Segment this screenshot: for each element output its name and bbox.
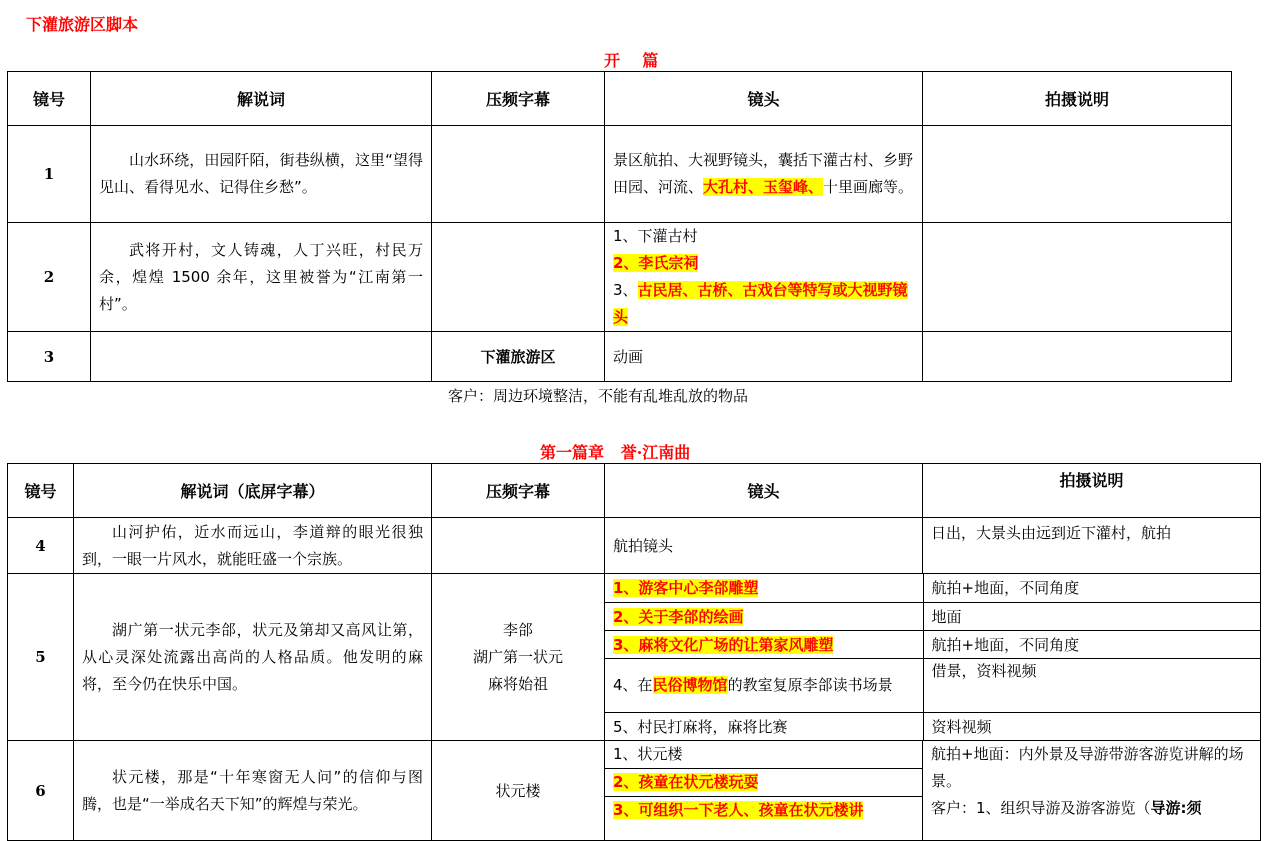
header-notes: 拍摄说明 <box>923 464 1261 518</box>
shot-highlight: 2、关于李郃的绘画 <box>613 607 744 626</box>
shot-text: 景区航拍、大视野镜头，囊括下灌古村、乡野田园、河流、 <box>613 151 914 196</box>
header-shot-number: 镜号 <box>8 72 91 126</box>
shot-list <box>605 741 923 841</box>
shot-number: 1 <box>8 126 91 223</box>
shot-text: 的教室复原李郃读书场景 <box>727 675 893 694</box>
notes-cell: 航拍+地面，不同角度 <box>923 574 1261 602</box>
opening-table <box>7 71 1232 382</box>
narration-cell: 山河护佑，近水而远山，李道辩的眼光很独到，一眼一片风水，就能旺盛一个宗族。 <box>74 518 432 574</box>
notes-cell <box>923 332 1232 382</box>
subtitle-cell <box>432 126 605 223</box>
shot-highlight: 3、可组织一下老人、孩童在状元楼讲 <box>613 801 864 819</box>
notes-cell <box>923 223 1232 332</box>
chapter1-table <box>7 463 1261 841</box>
notes-line: 航拍+地面：内外景及导游带游客游览讲解的场景。 <box>931 745 1244 790</box>
shot-highlight: 民俗博物馆 <box>652 675 728 694</box>
table-row <box>8 332 1232 382</box>
shot-highlight: 3、麻将文化广场的让第家风雕塑 <box>613 635 834 654</box>
notes-cell: 借景，资料视频 <box>923 658 1261 712</box>
table-row <box>8 741 1261 841</box>
shot-highlight: 古民居、古桥、古戏台等特写或大视野镜头 <box>613 281 908 326</box>
shot-text: 十里画廊等。 <box>823 178 914 196</box>
opening-footnote: 客户：周边环境整洁，不能有乱堆乱放的物品 <box>448 387 749 405</box>
shot-cell <box>605 223 923 332</box>
narration-cell: 状元楼，那是“十年寒窗无人问”的信仰与图腾，也是“一举成名天下知”的辉煌与荣光。 <box>74 741 432 841</box>
narration-cell: 山水环绕，田园阡陌，街巷纵横，这里“望得见山、看得见水、记得住乡愁”。 <box>91 126 432 223</box>
shot-number: 5 <box>8 574 74 741</box>
notes-cell <box>923 741 1261 841</box>
table-row <box>8 574 1261 741</box>
table-row <box>8 223 1232 332</box>
shot-cell <box>605 126 923 223</box>
narration-cell <box>91 332 432 382</box>
subtitle-line: 湖广第一状元 <box>472 647 563 666</box>
header-shot: 镜头 <box>605 72 923 126</box>
header-shot-number: 镜号 <box>8 464 74 518</box>
subtitle-cell <box>432 223 605 332</box>
document-title: 下灌旅游区脚本 <box>26 15 139 34</box>
shot-number: 6 <box>8 741 74 841</box>
shot-highlight: 大孔村、玉玺峰、 <box>703 178 824 196</box>
shot-number: 4 <box>8 518 74 574</box>
notes-cell: 航拍+地面，不同角度 <box>923 630 1261 658</box>
header-notes: 拍摄说明 <box>923 72 1232 126</box>
header-narration: 解说词（底屏字幕） <box>74 464 432 518</box>
notes-cell: 地面 <box>923 602 1261 630</box>
notes-cell <box>923 126 1232 223</box>
shot-highlight: 2、李氏宗祠 <box>613 254 699 272</box>
shot-text: 4、在 <box>613 675 653 694</box>
narration-cell: 湖广第一状元李郃，状元及第却又高风让第，从心灵深处流露出高尚的人格品质。他发明的麻将，至今仍在快乐中国。 <box>74 574 432 741</box>
header-shot: 镜头 <box>605 464 923 518</box>
header-narration: 解说词 <box>91 72 432 126</box>
shot-highlight: 1、游客中心李郃雕塑 <box>613 579 759 598</box>
shot-line: 5、村民打麻将，麻将比赛 <box>605 712 923 740</box>
shot-number: 3 <box>8 332 91 382</box>
header-subtitle: 压频字幕 <box>432 464 605 518</box>
notes-line: 客户：1、组织导游及游客游览（ <box>931 799 1151 817</box>
notes-bold: 导游:须 <box>1150 799 1202 817</box>
subtitle-cell: 下灌旅游区 <box>432 332 605 382</box>
opening-section-title: 开 篇 <box>604 51 659 70</box>
notes-cell: 资料视频 <box>923 712 1261 740</box>
subtitle-cell <box>432 518 605 574</box>
shot-line: 1、状元楼 <box>605 741 922 769</box>
shot-cell: 航拍镜头 <box>605 518 923 574</box>
chapter1-section-title: 第一篇章 誉·江南曲 <box>540 443 691 462</box>
narration-cell: 武将开村，文人铸魂，人丁兴旺，村民万余，煌煌 1500 余年，这里被誉为“江南第一村”。 <box>91 223 432 332</box>
shot-cell: 动画 <box>605 332 923 382</box>
subtitle-cell <box>432 574 605 741</box>
subtitle-line: 李郃 <box>502 620 533 639</box>
shot-line: 1、下灌古村 <box>613 227 698 245</box>
subtitle-line: 麻将始祖 <box>487 674 548 693</box>
table-row <box>8 518 1261 574</box>
table-row <box>8 126 1232 223</box>
shot-line: 3、 <box>613 281 638 299</box>
header-subtitle: 压频字幕 <box>432 72 605 126</box>
subtitle-cell: 状元楼 <box>432 741 605 841</box>
shot-number: 2 <box>8 223 91 332</box>
notes-cell: 日出，大景头由远到近下灌村，航拍 <box>923 518 1261 574</box>
shot-list <box>605 574 1261 741</box>
shot-highlight: 2、孩童在状元楼玩耍 <box>613 773 759 791</box>
